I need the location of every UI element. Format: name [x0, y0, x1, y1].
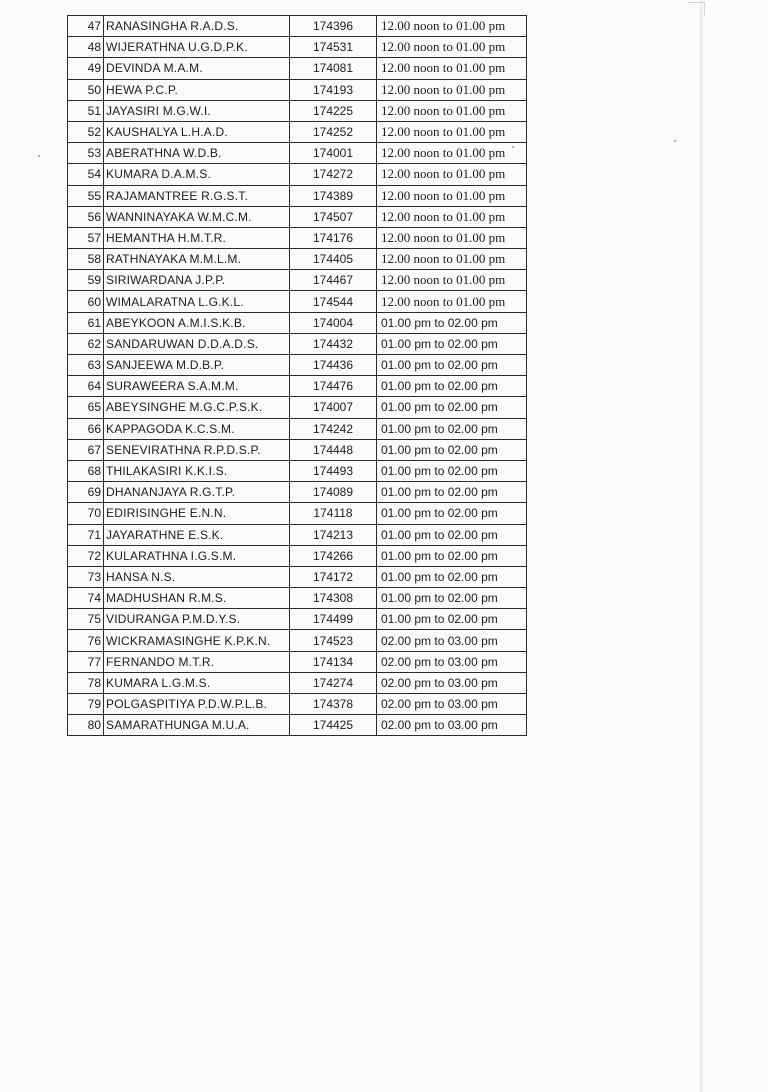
table-row — [68, 694, 527, 715]
schedule-table-body — [68, 16, 527, 736]
name-cell: KULARATHNA I.G.S.M. — [104, 545, 290, 566]
name-cell: SANJEEWA M.D.B.P. — [104, 355, 290, 376]
row-number-cell: 53 — [68, 143, 104, 164]
index-number-cell: 174476 — [290, 376, 377, 397]
table-row — [68, 545, 527, 566]
index-number-cell: 174004 — [290, 312, 377, 333]
table-row — [68, 651, 527, 672]
name-cell: KAUSHALYA L.H.A.D. — [104, 121, 290, 142]
name-cell: HEWA P.C.P. — [104, 79, 290, 100]
name-cell: KUMARA D.A.M.S. — [104, 164, 290, 185]
index-number-cell: 174499 — [290, 609, 377, 630]
time-slot-cell: 01.00 pm to 02.00 pm — [377, 397, 527, 418]
index-number-cell: 174544 — [290, 291, 377, 312]
time-slot-cell: 02.00 pm to 03.00 pm — [377, 672, 527, 693]
name-cell: RANASINGHA R.A.D.S. — [104, 16, 290, 37]
row-number-cell: 80 — [68, 715, 104, 736]
time-slot-cell: 01.00 pm to 02.00 pm — [377, 333, 527, 354]
name-cell: SAMARATHUNGA M.U.A. — [104, 715, 290, 736]
table-row — [68, 206, 527, 227]
table-row — [68, 630, 527, 651]
name-cell: EDIRISINGHE E.N.N. — [104, 503, 290, 524]
row-number-cell: 60 — [68, 291, 104, 312]
row-number-cell: 62 — [68, 333, 104, 354]
row-number-cell: 61 — [68, 312, 104, 333]
name-cell: SIRIWARDANA J.P.P. — [104, 270, 290, 291]
index-number-cell: 174081 — [290, 58, 377, 79]
index-number-cell: 174274 — [290, 672, 377, 693]
name-cell: KUMARA L.G.M.S. — [104, 672, 290, 693]
time-slot-cell: 01.00 pm to 02.00 pm — [377, 460, 527, 481]
name-cell: VIDURANGA P.M.D.Y.S. — [104, 609, 290, 630]
name-cell: WICKRAMASINGHE K.P.K.N. — [104, 630, 290, 651]
table-row — [68, 566, 527, 587]
name-cell: ABEYSINGHE M.G.C.P.S.K. — [104, 397, 290, 418]
index-number-cell: 174389 — [290, 185, 377, 206]
index-number-cell: 174531 — [290, 37, 377, 58]
index-number-cell: 174266 — [290, 545, 377, 566]
index-number-cell: 174252 — [290, 121, 377, 142]
table-row — [68, 312, 527, 333]
row-number-cell: 59 — [68, 270, 104, 291]
row-number-cell: 68 — [68, 460, 104, 481]
index-number-cell: 174432 — [290, 333, 377, 354]
table-row — [68, 397, 527, 418]
table-row — [68, 460, 527, 481]
time-slot-cell: 01.00 pm to 02.00 pm — [377, 566, 527, 587]
row-number-cell: 51 — [68, 100, 104, 121]
row-number-cell: 67 — [68, 439, 104, 460]
index-number-cell: 174089 — [290, 482, 377, 503]
index-number-cell: 174448 — [290, 439, 377, 460]
name-cell: HEMANTHA H.M.T.R. — [104, 227, 290, 248]
table-row — [68, 227, 527, 248]
table-row — [68, 143, 527, 164]
index-number-cell: 174193 — [290, 79, 377, 100]
name-cell: HANSA N.S. — [104, 566, 290, 587]
row-number-cell: 73 — [68, 566, 104, 587]
time-slot-cell: 12.00 noon to 01.00 pm — [377, 100, 527, 121]
time-slot-cell: 02.00 pm to 03.00 pm — [377, 651, 527, 672]
table-row — [68, 418, 527, 439]
name-cell: DHANANJAYA R.G.T.P. — [104, 482, 290, 503]
row-number-cell: 66 — [68, 418, 104, 439]
index-number-cell: 174378 — [290, 694, 377, 715]
time-slot-cell: 12.00 noon to 01.00 pm — [377, 58, 527, 79]
table-row — [68, 37, 527, 58]
name-cell: DEVINDA M.A.M. — [104, 58, 290, 79]
time-slot-cell: 02.00 pm to 03.00 pm — [377, 694, 527, 715]
index-number-cell: 174242 — [290, 418, 377, 439]
index-number-cell: 174225 — [290, 100, 377, 121]
row-number-cell: 58 — [68, 249, 104, 270]
name-cell: THILAKASIRI K.K.I.S. — [104, 460, 290, 481]
time-slot-cell: 01.00 pm to 02.00 pm — [377, 482, 527, 503]
time-slot-cell: 02.00 pm to 03.00 pm — [377, 715, 527, 736]
index-number-cell: 174001 — [290, 143, 377, 164]
time-slot-cell: 02.00 pm to 03.00 pm — [377, 630, 527, 651]
table-row — [68, 58, 527, 79]
table-row — [68, 355, 527, 376]
row-number-cell: 71 — [68, 524, 104, 545]
time-slot-cell: 01.00 pm to 02.00 pm — [377, 355, 527, 376]
name-cell: MADHUSHAN R.M.S. — [104, 588, 290, 609]
time-slot-cell: 01.00 pm to 02.00 pm — [377, 588, 527, 609]
row-number-cell: 70 — [68, 503, 104, 524]
name-cell: SANDARUWAN D.D.A.D.S. — [104, 333, 290, 354]
name-cell: SURAWEERA S.A.M.M. — [104, 376, 290, 397]
time-slot-cell: 01.00 pm to 02.00 pm — [377, 609, 527, 630]
name-cell: ABERATHNA W.D.B. — [104, 143, 290, 164]
index-number-cell: 174272 — [290, 164, 377, 185]
row-number-cell: 47 — [68, 16, 104, 37]
row-number-cell: 55 — [68, 185, 104, 206]
scan-corner-artifact — [688, 2, 705, 17]
index-number-cell: 174507 — [290, 206, 377, 227]
time-slot-cell: 12.00 noon to 01.00 pm — [377, 121, 527, 142]
table-row — [68, 588, 527, 609]
index-number-cell: 174308 — [290, 588, 377, 609]
table-row — [68, 333, 527, 354]
row-number-cell: 54 — [68, 164, 104, 185]
index-number-cell: 174425 — [290, 715, 377, 736]
scan-speck — [674, 140, 676, 142]
row-number-cell: 76 — [68, 630, 104, 651]
row-number-cell: 79 — [68, 694, 104, 715]
table-row — [68, 503, 527, 524]
name-cell: SENEVIRATHNA R.P.D.S.P. — [104, 439, 290, 460]
table-row — [68, 482, 527, 503]
row-number-cell: 78 — [68, 672, 104, 693]
time-slot-cell: 12.00 noon to 01.00 pm — [377, 16, 527, 37]
time-slot-cell: 12.00 noon to 01.00 pm — [377, 79, 527, 100]
time-slot-cell: 12.00 noon to 01.00 pm — [377, 249, 527, 270]
time-slot-cell: 01.00 pm to 02.00 pm — [377, 439, 527, 460]
row-number-cell: 50 — [68, 79, 104, 100]
name-cell: JAYASIRI M.G.W.I. — [104, 100, 290, 121]
scan-edge-artifact — [700, 0, 703, 1092]
time-slot-cell: 12.00 noon to 01.00 pm — [377, 291, 527, 312]
name-cell: FERNANDO M.T.R. — [104, 651, 290, 672]
name-cell: ABEYKOON A.M.I.S.K.B. — [104, 312, 290, 333]
table-row — [68, 439, 527, 460]
row-number-cell: 77 — [68, 651, 104, 672]
row-number-cell: 49 — [68, 58, 104, 79]
name-cell: KAPPAGODA K.C.S.M. — [104, 418, 290, 439]
time-slot-cell: 01.00 pm to 02.00 pm — [377, 524, 527, 545]
table-row — [68, 249, 527, 270]
row-number-cell: 65 — [68, 397, 104, 418]
time-slot-cell: 01.00 pm to 02.00 pm — [377, 376, 527, 397]
time-slot-cell: 01.00 pm to 02.00 pm — [377, 545, 527, 566]
name-cell: RAJAMANTREE R.G.S.T. — [104, 185, 290, 206]
time-slot-cell: 12.00 noon to 01.00 pm — [377, 270, 527, 291]
scan-speck — [38, 155, 40, 157]
table-row — [68, 100, 527, 121]
time-slot-cell: 01.00 pm to 02.00 pm — [377, 418, 527, 439]
name-cell: POLGASPITIYA P.D.W.P.L.B. — [104, 694, 290, 715]
row-number-cell: 56 — [68, 206, 104, 227]
name-cell: RATHNAYAKA M.M.L.M. — [104, 249, 290, 270]
table-row — [68, 121, 527, 142]
index-number-cell: 174118 — [290, 503, 377, 524]
index-number-cell: 174493 — [290, 460, 377, 481]
name-cell: JAYARATHNE E.S.K. — [104, 524, 290, 545]
index-number-cell: 174405 — [290, 249, 377, 270]
index-number-cell: 174007 — [290, 397, 377, 418]
row-number-cell: 64 — [68, 376, 104, 397]
table-row — [68, 164, 527, 185]
name-cell: WIMALARATNA L.G.K.L. — [104, 291, 290, 312]
table-row — [68, 16, 527, 37]
time-slot-cell: 12.00 noon to 01.00 pm — [377, 227, 527, 248]
time-slot-cell: 12.00 noon to 01.00 pm — [377, 206, 527, 227]
time-slot-cell: 01.00 pm to 02.00 pm — [377, 503, 527, 524]
index-number-cell: 174467 — [290, 270, 377, 291]
row-number-cell: 52 — [68, 121, 104, 142]
table-row — [68, 672, 527, 693]
table-row — [68, 185, 527, 206]
index-number-cell: 174523 — [290, 630, 377, 651]
row-number-cell: 63 — [68, 355, 104, 376]
table-row — [68, 79, 527, 100]
name-cell: WIJERATHNA U.G.D.P.K. — [104, 37, 290, 58]
index-number-cell: 174396 — [290, 16, 377, 37]
row-number-cell: 57 — [68, 227, 104, 248]
row-number-cell: 48 — [68, 37, 104, 58]
row-number-cell: 75 — [68, 609, 104, 630]
time-slot-cell: 12.00 noon to 01.00 pm — [377, 143, 527, 164]
table-row — [68, 270, 527, 291]
index-number-cell: 174436 — [290, 355, 377, 376]
index-number-cell: 174176 — [290, 227, 377, 248]
table-row — [68, 609, 527, 630]
time-slot-cell: 12.00 noon to 01.00 pm — [377, 164, 527, 185]
time-slot-cell: 12.00 noon to 01.00 pm — [377, 185, 527, 206]
schedule-table — [67, 15, 527, 736]
index-number-cell: 174134 — [290, 651, 377, 672]
table-row — [68, 715, 527, 736]
table-row — [68, 524, 527, 545]
table-row — [68, 291, 527, 312]
time-slot-cell: 12.00 noon to 01.00 pm — [377, 37, 527, 58]
index-number-cell: 174172 — [290, 566, 377, 587]
time-slot-cell: 01.00 pm to 02.00 pm — [377, 312, 527, 333]
row-number-cell: 69 — [68, 482, 104, 503]
name-cell: WANNINAYAKA W.M.C.M. — [104, 206, 290, 227]
index-number-cell: 174213 — [290, 524, 377, 545]
table-row — [68, 376, 527, 397]
row-number-cell: 72 — [68, 545, 104, 566]
row-number-cell: 74 — [68, 588, 104, 609]
